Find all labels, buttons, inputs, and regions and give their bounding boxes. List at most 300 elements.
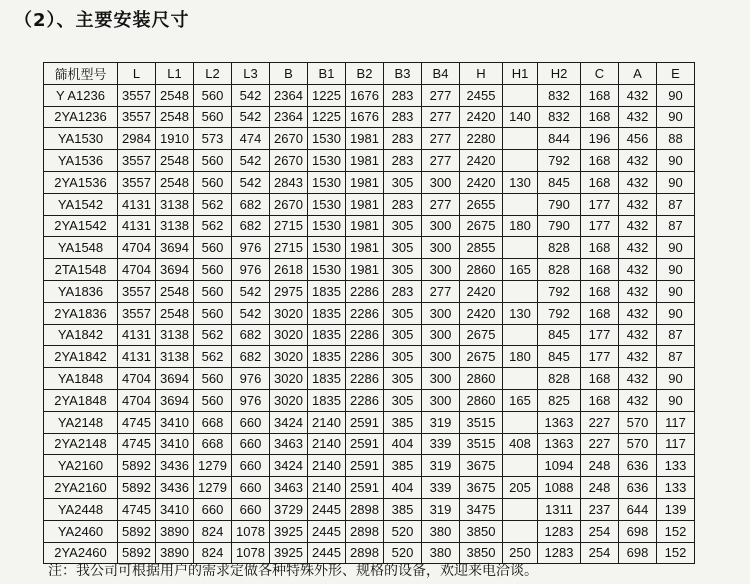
table-cell: 168 [581, 389, 619, 411]
table-cell: 283 [384, 128, 422, 150]
table-cell: 3463 [270, 433, 308, 455]
table-cell: 90 [657, 389, 695, 411]
table-cell: 2420 [460, 150, 503, 172]
table-cell: 660 [232, 455, 270, 477]
table-row [44, 498, 695, 520]
table-row [44, 84, 695, 106]
table-cell: 2898 [346, 498, 384, 520]
table-cell: 1676 [346, 106, 384, 128]
table-cell: 2675 [460, 346, 503, 368]
table-cell: 1088 [538, 477, 581, 499]
table-cell: 562 [194, 324, 232, 346]
table-cell [503, 411, 538, 433]
table-cell: 668 [194, 433, 232, 455]
table-cell: 698 [619, 542, 657, 564]
model-cell: YA2460 [44, 520, 118, 542]
table-cell: 2286 [346, 324, 384, 346]
table-cell: 1981 [346, 237, 384, 259]
table-cell: 636 [619, 455, 657, 477]
table-cell: 832 [538, 106, 581, 128]
model-cell: 2YA2160 [44, 477, 118, 499]
table-cell: 432 [619, 84, 657, 106]
table-cell: 542 [232, 302, 270, 324]
table-cell: 792 [538, 150, 581, 172]
table-row [44, 171, 695, 193]
table-cell: 660 [194, 498, 232, 520]
table-cell: 2860 [460, 389, 503, 411]
table-cell: 2548 [156, 171, 194, 193]
table-row [44, 433, 695, 455]
table-cell: 205 [503, 477, 538, 499]
table-cell: 3557 [118, 106, 156, 128]
table-cell: 300 [422, 171, 460, 193]
table-cell: 3890 [156, 542, 194, 564]
table-cell: 1363 [538, 411, 581, 433]
table-cell: 139 [657, 498, 695, 520]
table-cell: 682 [232, 193, 270, 215]
table-cell: 2548 [156, 302, 194, 324]
table-cell [503, 128, 538, 150]
table-cell: 3925 [270, 520, 308, 542]
table-row [44, 324, 695, 346]
table-cell: 305 [384, 389, 422, 411]
table-row [44, 389, 695, 411]
table-cell: 2548 [156, 150, 194, 172]
table-cell: 5892 [118, 477, 156, 499]
table-cell: 380 [422, 542, 460, 564]
table-cell: 3515 [460, 411, 503, 433]
table-cell: 2860 [460, 368, 503, 390]
table-cell: 432 [619, 193, 657, 215]
table-cell: 2140 [308, 477, 346, 499]
table-cell: 305 [384, 171, 422, 193]
table-cell: 3475 [460, 498, 503, 520]
table-cell: 562 [194, 215, 232, 237]
table-cell: 844 [538, 128, 581, 150]
column-header-model: 篩机型号 [44, 63, 118, 85]
table-cell: 300 [422, 302, 460, 324]
table-cell: 432 [619, 237, 657, 259]
model-cell: YA1530 [44, 128, 118, 150]
table-cell: 300 [422, 368, 460, 390]
table-cell: 168 [581, 302, 619, 324]
table-cell: 1835 [308, 324, 346, 346]
table-cell: 152 [657, 520, 695, 542]
section-heading: （2）、主要安装尺寸 [14, 10, 190, 31]
table-cell: 168 [581, 150, 619, 172]
table-cell: 660 [232, 411, 270, 433]
table-cell: 1835 [308, 389, 346, 411]
table-cell: 1363 [538, 433, 581, 455]
table-row [44, 280, 695, 302]
table-cell: 305 [384, 215, 422, 237]
model-cell: 2YA1236 [44, 106, 118, 128]
table-cell: 277 [422, 150, 460, 172]
table-cell: 2445 [308, 498, 346, 520]
table-cell: 3557 [118, 302, 156, 324]
table-cell: 432 [619, 302, 657, 324]
table-cell: 5892 [118, 520, 156, 542]
table-cell: 283 [384, 193, 422, 215]
table-cell: 542 [232, 280, 270, 302]
table-cell: 3410 [156, 411, 194, 433]
table-cell: 2591 [346, 411, 384, 433]
table-cell: 4745 [118, 433, 156, 455]
table-cell: 300 [422, 215, 460, 237]
table-cell: 636 [619, 477, 657, 499]
table-cell: 560 [194, 368, 232, 390]
table-cell: 2420 [460, 106, 503, 128]
table-cell: 2140 [308, 455, 346, 477]
table-cell: 2675 [460, 324, 503, 346]
table-cell: 3020 [270, 368, 308, 390]
table-cell: 4704 [118, 259, 156, 281]
table-cell: 277 [422, 128, 460, 150]
table-cell: 542 [232, 171, 270, 193]
table-cell: 1078 [232, 542, 270, 564]
table-cell: 2591 [346, 433, 384, 455]
table-cell: 408 [503, 433, 538, 455]
table-cell: 3890 [156, 520, 194, 542]
table-cell: 3436 [156, 455, 194, 477]
table-cell: 682 [232, 346, 270, 368]
table-cell: 4131 [118, 346, 156, 368]
table-cell: 3463 [270, 477, 308, 499]
table-cell: 1981 [346, 171, 384, 193]
table-cell: 2855 [460, 237, 503, 259]
table-cell: 2420 [460, 171, 503, 193]
table-cell: 3557 [118, 171, 156, 193]
table-cell: 133 [657, 455, 695, 477]
table-cell: 168 [581, 106, 619, 128]
table-cell: 2548 [156, 280, 194, 302]
table-cell: 432 [619, 324, 657, 346]
table-cell: 1530 [308, 193, 346, 215]
table-cell: 227 [581, 433, 619, 455]
table-cell: 168 [581, 368, 619, 390]
table-cell: 3138 [156, 193, 194, 215]
table-cell: 380 [422, 520, 460, 542]
table-cell: 305 [384, 302, 422, 324]
table-cell: 168 [581, 171, 619, 193]
table-cell: 305 [384, 324, 422, 346]
table-cell: 1981 [346, 259, 384, 281]
model-cell: YA1848 [44, 368, 118, 390]
table-cell: 2286 [346, 302, 384, 324]
table-cell: 1283 [538, 520, 581, 542]
table-cell: 562 [194, 193, 232, 215]
column-header-c: C [581, 63, 619, 85]
table-cell: 2280 [460, 128, 503, 150]
table-cell: 560 [194, 302, 232, 324]
table-cell: 1981 [346, 215, 384, 237]
table-cell: 3138 [156, 324, 194, 346]
table-cell: 277 [422, 84, 460, 106]
table-cell: 404 [384, 477, 422, 499]
table-cell: 828 [538, 368, 581, 390]
table-cell: 248 [581, 477, 619, 499]
table-cell [503, 520, 538, 542]
table-cell: 2140 [308, 433, 346, 455]
table-row [44, 302, 695, 324]
table-cell: 474 [232, 128, 270, 150]
table-cell: 237 [581, 498, 619, 520]
table-cell: 3410 [156, 498, 194, 520]
table-cell: 168 [581, 237, 619, 259]
table-cell [503, 498, 538, 520]
table-cell [503, 237, 538, 259]
column-header-b2: B2 [346, 63, 384, 85]
table-cell: 87 [657, 193, 695, 215]
table-cell: 2420 [460, 280, 503, 302]
table-cell: 790 [538, 193, 581, 215]
table-cell: 3436 [156, 477, 194, 499]
table-cell: 698 [619, 520, 657, 542]
table-cell [503, 280, 538, 302]
table-cell: 152 [657, 542, 695, 564]
table-cell: 3694 [156, 368, 194, 390]
table-cell: 3424 [270, 455, 308, 477]
table-cell: 3675 [460, 477, 503, 499]
column-header-b3: B3 [384, 63, 422, 85]
table-cell: 300 [422, 259, 460, 281]
table-cell: 2670 [270, 150, 308, 172]
table-cell: 4131 [118, 324, 156, 346]
table-cell: 1981 [346, 193, 384, 215]
table-cell: 90 [657, 171, 695, 193]
table-cell: 668 [194, 411, 232, 433]
table-cell: 339 [422, 477, 460, 499]
table-cell: 562 [194, 346, 232, 368]
table-header-row [44, 63, 695, 85]
column-header-h: H [460, 63, 503, 85]
table-cell: 180 [503, 346, 538, 368]
table-cell: 1835 [308, 368, 346, 390]
table-cell: 87 [657, 324, 695, 346]
table-cell: 130 [503, 171, 538, 193]
table-cell: 2286 [346, 346, 384, 368]
table-cell [503, 84, 538, 106]
table-cell: 2364 [270, 106, 308, 128]
table-cell: 520 [384, 542, 422, 564]
table-cell: 432 [619, 259, 657, 281]
table-cell: 339 [422, 433, 460, 455]
table-cell: 3557 [118, 84, 156, 106]
table-row [44, 368, 695, 390]
column-header-l1: L1 [156, 63, 194, 85]
table-cell: 140 [503, 106, 538, 128]
table-cell: 1530 [308, 259, 346, 281]
table-row [44, 346, 695, 368]
table-row [44, 106, 695, 128]
table-cell: 1530 [308, 215, 346, 237]
table-cell: 432 [619, 106, 657, 128]
table-cell: 300 [422, 324, 460, 346]
model-cell: Y A1236 [44, 84, 118, 106]
table-cell: 1225 [308, 84, 346, 106]
table-cell: 432 [619, 389, 657, 411]
column-header-h1: H1 [503, 63, 538, 85]
table-cell: 3138 [156, 346, 194, 368]
table-cell: 2286 [346, 389, 384, 411]
table-cell: 432 [619, 368, 657, 390]
table-cell: 3557 [118, 150, 156, 172]
table-cell: 560 [194, 84, 232, 106]
table-cell: 2675 [460, 215, 503, 237]
table-cell: 824 [194, 520, 232, 542]
table-cell: 828 [538, 259, 581, 281]
table-cell: 5892 [118, 455, 156, 477]
table-cell [503, 324, 538, 346]
table-row [44, 128, 695, 150]
table-cell: 1835 [308, 302, 346, 324]
table-cell: 2455 [460, 84, 503, 106]
column-header-e: E [657, 63, 695, 85]
table-cell: 1530 [308, 237, 346, 259]
model-cell: 2YA1542 [44, 215, 118, 237]
table-cell: 283 [384, 150, 422, 172]
table-cell: 570 [619, 433, 657, 455]
table-cell: 300 [422, 237, 460, 259]
table-cell: 1078 [232, 520, 270, 542]
table-cell: 432 [619, 171, 657, 193]
table-cell: 319 [422, 411, 460, 433]
table-cell: 300 [422, 346, 460, 368]
table-cell: 4704 [118, 237, 156, 259]
column-header-l: L [118, 63, 156, 85]
table-cell: 90 [657, 259, 695, 281]
table-cell: 90 [657, 106, 695, 128]
table-cell: 133 [657, 477, 695, 499]
table-cell: 660 [232, 477, 270, 499]
table-cell: 90 [657, 150, 695, 172]
table-cell: 560 [194, 237, 232, 259]
table-cell: 824 [194, 542, 232, 564]
table-cell: 319 [422, 498, 460, 520]
model-cell: YA1548 [44, 237, 118, 259]
table-cell: 845 [538, 346, 581, 368]
table-cell: 2898 [346, 520, 384, 542]
table-cell: 168 [581, 259, 619, 281]
model-cell: YA1836 [44, 280, 118, 302]
table-cell: 1530 [308, 171, 346, 193]
table-cell: 305 [384, 259, 422, 281]
table-cell: 2618 [270, 259, 308, 281]
table-cell: 283 [384, 280, 422, 302]
table-cell: 319 [422, 455, 460, 477]
table-cell: 305 [384, 346, 422, 368]
column-header-a: A [619, 63, 657, 85]
table-cell: 165 [503, 389, 538, 411]
table-cell: 385 [384, 498, 422, 520]
table-cell: 177 [581, 193, 619, 215]
table-cell: 542 [232, 106, 270, 128]
table-cell: 305 [384, 237, 422, 259]
table-cell [503, 368, 538, 390]
table-row [44, 411, 695, 433]
table-cell: 845 [538, 324, 581, 346]
installation-dimensions-table [43, 62, 695, 564]
table-cell: 560 [194, 171, 232, 193]
table-cell [503, 150, 538, 172]
table-cell: 165 [503, 259, 538, 281]
table-cell: 976 [232, 237, 270, 259]
table-cell: 1981 [346, 150, 384, 172]
table-cell: 277 [422, 193, 460, 215]
table-cell: 682 [232, 215, 270, 237]
model-cell: 2YA1836 [44, 302, 118, 324]
table-cell: 117 [657, 433, 695, 455]
table-cell: 2715 [270, 237, 308, 259]
table-cell: 2591 [346, 455, 384, 477]
column-header-l2: L2 [194, 63, 232, 85]
table-cell: 2843 [270, 171, 308, 193]
table-cell: 1279 [194, 477, 232, 499]
table-cell: 87 [657, 346, 695, 368]
table-cell [503, 193, 538, 215]
column-header-b: B [270, 63, 308, 85]
table-cell: 180 [503, 215, 538, 237]
table-cell: 3020 [270, 324, 308, 346]
table-cell: 682 [232, 324, 270, 346]
table-cell: 660 [232, 433, 270, 455]
table-cell: 305 [384, 368, 422, 390]
table-cell: 248 [581, 455, 619, 477]
table-cell: 1835 [308, 346, 346, 368]
table-cell: 976 [232, 389, 270, 411]
table-cell: 3020 [270, 302, 308, 324]
table-cell: 790 [538, 215, 581, 237]
table-cell: 250 [503, 542, 538, 564]
table-cell: 90 [657, 84, 695, 106]
table-cell: 976 [232, 259, 270, 281]
table-cell: 2984 [118, 128, 156, 150]
table-cell: 3925 [270, 542, 308, 564]
table-cell: 87 [657, 215, 695, 237]
table-cell: 90 [657, 302, 695, 324]
table-cell: 832 [538, 84, 581, 106]
model-cell: YA2160 [44, 455, 118, 477]
table-cell: 385 [384, 411, 422, 433]
table-cell: 177 [581, 324, 619, 346]
table-cell: 2670 [270, 128, 308, 150]
table-cell: 283 [384, 84, 422, 106]
table-cell: 3138 [156, 215, 194, 237]
table-cell: 542 [232, 150, 270, 172]
column-header-l3: L3 [232, 63, 270, 85]
table-cell: 1283 [538, 542, 581, 564]
model-cell: 2YA2460 [44, 542, 118, 564]
table-cell: 1910 [156, 128, 194, 150]
model-cell: YA2448 [44, 498, 118, 520]
table-cell: 300 [422, 389, 460, 411]
model-cell: 2YA1848 [44, 389, 118, 411]
table-row [44, 215, 695, 237]
table-cell: 3515 [460, 433, 503, 455]
table-cell: 4745 [118, 498, 156, 520]
table-cell: 792 [538, 302, 581, 324]
table-cell: 560 [194, 106, 232, 128]
model-cell: 2TA1548 [44, 259, 118, 281]
table-cell: 520 [384, 520, 422, 542]
table-cell: 4131 [118, 193, 156, 215]
table-cell: 2445 [308, 542, 346, 564]
table-cell: 432 [619, 215, 657, 237]
table-cell: 3557 [118, 280, 156, 302]
table-cell: 2548 [156, 106, 194, 128]
table-cell: 660 [232, 498, 270, 520]
table-row [44, 259, 695, 281]
